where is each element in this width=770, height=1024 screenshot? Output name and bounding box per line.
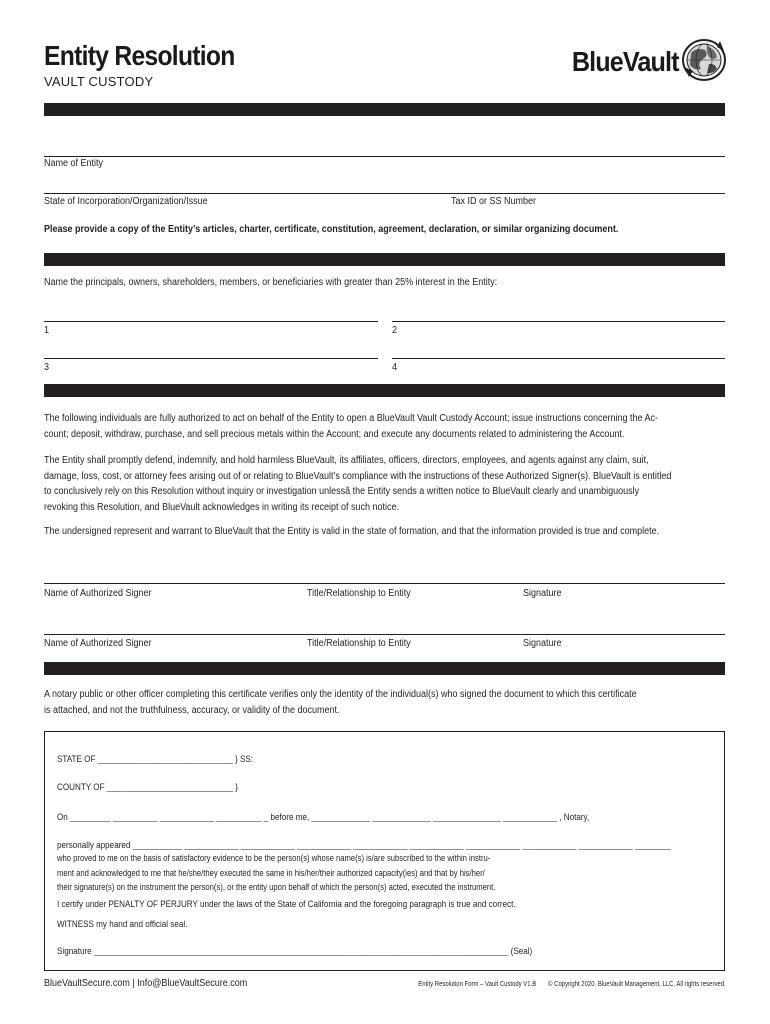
signer-title-label: Title/Relationship to Entity [307,588,411,599]
notary-appeared-line: personally appeared ___________ ____________ ____________ ____________ ____________ ____________ ____________ ____________ ____________ ________ [57,840,671,850]
principal-number-3: 3 [44,362,50,373]
brand-name: BlueVault [572,46,679,77]
notary-perjury-line: I certify under PENALTY OF PERJURY under the laws of the State of California and the foregoing paragraph is true and correct. [57,899,516,909]
indemnification-paragraph: The Entity shall promptly defend, indemnify, and hold harmless BlueVault, its affiliates, officers, directors, employees, and agents against any claim, suit, damage, loss, cost, or attorney fees arising out of or relating to BlueVault’s compliance with the instructions of these Authorized Signer(s). BlueVault is entitled to conclusively rely on this Resolution without inquiry or investigation unlessâ the Entity sends a written notice to BlueVault clearly and unambiguously revoking this Resolution, and BlueVault acknowledges in writing its receipt of such notice. [44,455,672,513]
principal-line-4 [392,358,725,359]
tax-id-label: Tax ID or SS Number [451,196,537,207]
footer-form-id: Entity Resolution Form – Vault Custody V1.B [418,981,537,988]
warranty-paragraph: The undersigned represent and warrant to BlueVault that the Entity is valid in the state of formation, and that the information provided is true and complete. [44,526,660,537]
section-divider [44,662,725,675]
organizing-document-note: Please provide a copy of the Entity’s articles, charter, certificate, constitution, agreement, declaration, or similar organizing document. [44,224,619,235]
notary-witness-line: WITNESS my hand and official seal. [57,919,188,929]
globe-seal-icon [679,37,729,83]
signer-title-label: Title/Relationship to Entity [307,638,411,649]
signer-line-2 [44,634,725,635]
signer-signature-label: Signature [523,638,562,649]
principal-line-3 [44,358,378,359]
principals-instruction: Name the principals, owners, shareholders, members, or beneficiaries with greater than 25% interest in the Entity: [44,277,498,288]
principal-number-1: 1 [44,325,50,336]
principal-number-2: 2 [392,325,398,336]
state-incorporation-label: State of Incorporation/Organization/Issue [44,196,208,207]
notary-proof-paragraph: who proved to me on the basis of satisfactory evidence to be the person(s) whose name(s) is/are subscribed to the within instru- ment and acknowledged to me that he/she/they executed the same in his/her/their authorized capacity(ies) and that by his/her/ their signature(s) on the instrument the person(s), or the entity upon behalf of which the person(s) acted, executed the instrument. [57,853,496,892]
notary-signature-line: Signature ____________________________________________________________________________________________ (Seal) [57,946,533,956]
signer-name-label: Name of Authorized Signer [44,588,152,599]
section-divider [44,253,725,266]
section-divider [44,384,725,397]
authorization-paragraph: The following individuals are fully authorized to act on behalf of the Entity to open a BlueVault Vault Custody Account; issue instructions concerning the Ac- count; deposit, withdraw, purchase, and sell precious metals within the Account; and execute any documents related to administering the Account. [44,413,659,440]
section-divider [44,103,725,116]
footer-legal [419,981,726,988]
entity-name-label: Name of Entity [44,158,104,169]
entity-name-line [44,156,725,157]
footer-copyright: © Copyright 2020. BlueVault Management, LLC. All rights reserved. [548,981,726,988]
principal-number-4: 4 [392,362,398,373]
state-tax-line [44,193,725,194]
page-subtitle: VAULT CUSTODY [44,74,154,89]
footer-contact: BlueVaultSecure.com | Info@BlueVaultSecure.com [44,978,248,989]
signer-line-1 [44,583,725,584]
notary-date-line: On _________ __________ ____________ __________ _ before me, _____________ _____________ _______________ ____________ , Notary, [57,812,590,822]
notary-intro: A notary public or other officer completing this certificate verifies only the identity of the individual(s) who signed the document to which this certificate is attached, and not the truthfulness, accuracy, or validity of the document. [44,689,637,716]
page-title: Entity Resolution [44,40,235,71]
notary-state-line: STATE OF ______________________________ } SS: [57,754,254,764]
signer-name-label: Name of Authorized Signer [44,638,152,649]
principal-line-1 [44,321,378,322]
notary-county-line: COUNTY OF ____________________________ } [57,782,238,792]
principal-line-2 [392,321,725,322]
signer-signature-label: Signature [523,588,562,599]
